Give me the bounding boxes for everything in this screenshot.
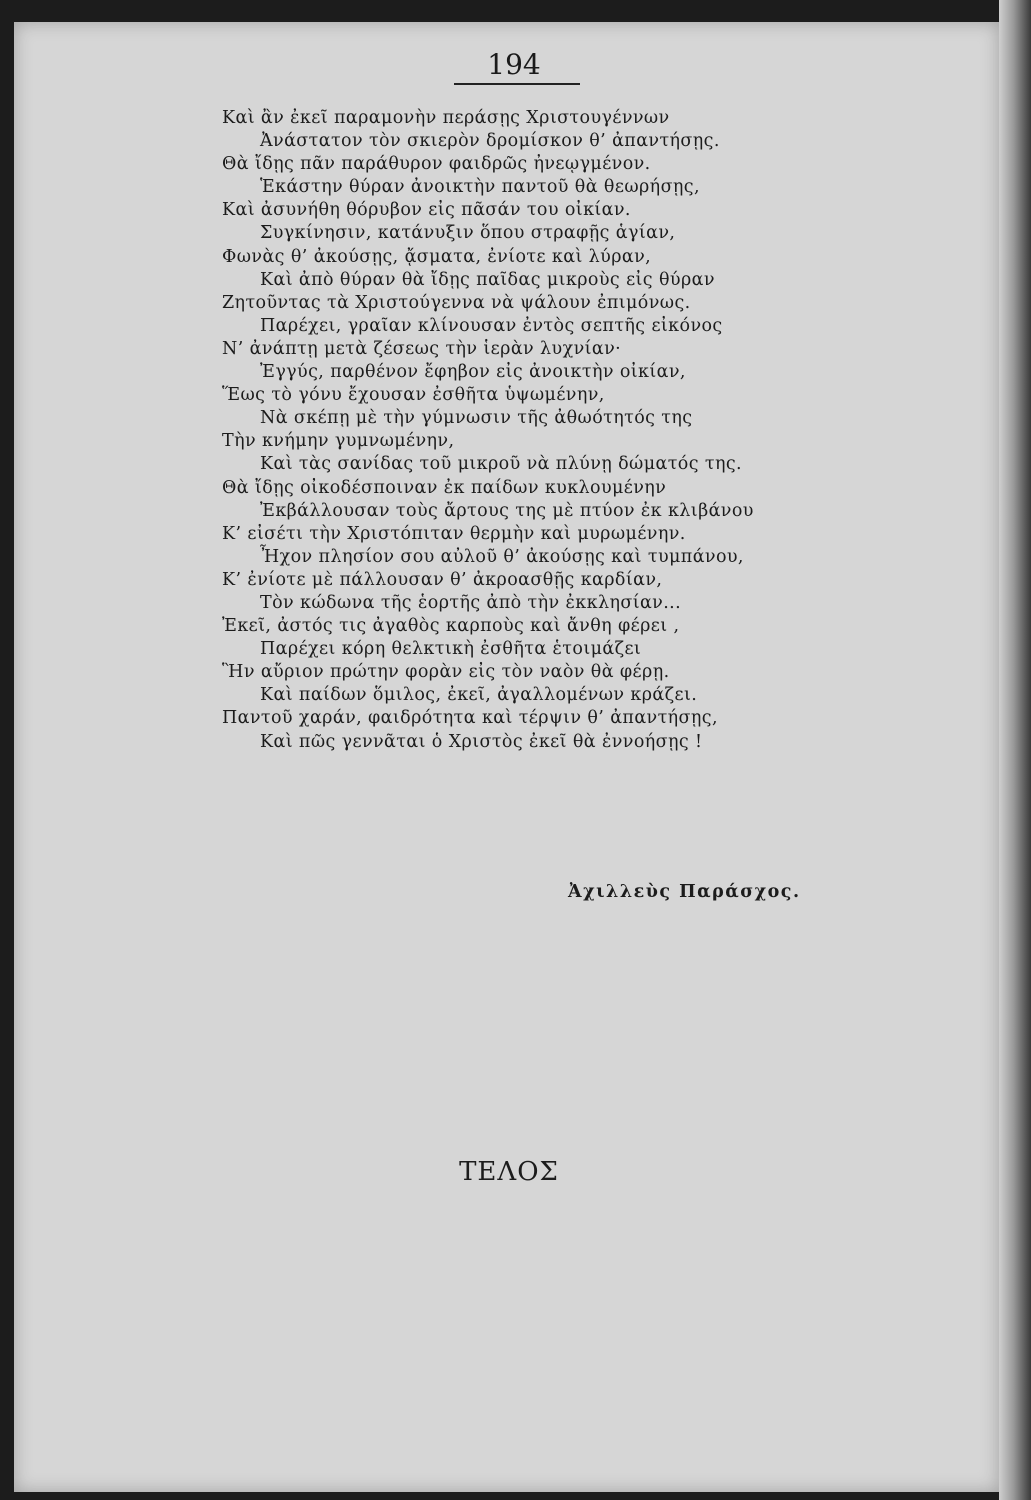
- poem-line: Φωνὰς θ’ ἀκούσῃς, ᾄσματα, ἐνίοτε καὶ λύραν,: [222, 246, 652, 267]
- poem-line: Ἀνάστατον τὸν σκιερὸν δρομίσκον θ’ ἀπαντήσῃς.: [260, 131, 720, 152]
- poem-line: Ἐκεῖ, ἀστός τις ἀγαθὸς καρποὺς καὶ ἄνθη φέρει ,: [222, 616, 680, 637]
- poem-line: Θὰ ἴδῃς οἰκοδέσποιναν ἐκ παίδων κυκλουμένην: [222, 477, 667, 498]
- poem-line: Συγκίνησιν, κατάνυξιν ὅπου στραφῇς ἁγίαν,: [260, 223, 676, 244]
- poem-line: Καὶ ἀσυνήθη θόρυβον εἰς πᾶσάν του οἰκίαν.: [222, 200, 631, 221]
- poem-line: Ἐγγύς, παρθένον ἔφηβον εἰς ἀνοικτὴν οἰκίαν,: [260, 362, 686, 383]
- poem-line: Καὶ ἂν ἐκεῖ παραμονὴν περάσῃς Χριστουγέννων: [222, 108, 670, 128]
- poem-line: Κ’ ἐνίοτε μὲ πάλλουσαν θ’ ἀκροασθῇς καρδίαν,: [222, 569, 663, 590]
- poem: [222, 107, 862, 754]
- poem-line: Παρέχει, γραῖαν κλίνουσαν ἐντὸς σεπτῆς εἰκόνος: [260, 315, 723, 336]
- poem-line: Τὴν κνήμην γυμνωμένην,: [222, 431, 455, 452]
- poem-line: Ν’ ἀνάπτῃ μετὰ ζέσεως τὴν ἱερὰν λυχνίαν·: [222, 338, 622, 359]
- poem-line: Θὰ ἴδῃς πᾶν παράθυρον φαιδρῶς ἠνεῳγμένον.: [222, 154, 651, 175]
- poem-line: Καὶ παίδων ὅμιλος, ἐκεῖ, ἀγαλλομένων κράζει.: [260, 685, 698, 706]
- poem-line: Ζητοῦντας τὰ Χριστούγεννα νὰ ψάλουν ἐπιμόνως.: [222, 292, 691, 313]
- header-rule: [454, 83, 580, 85]
- poem-line: Νὰ σκέπῃ μὲ τὴν γύμνωσιν τῆς ἀθωότητός της: [260, 408, 693, 429]
- poem-line: Ἦχον πλησίον σου αὐλοῦ θ’ ἀκούσῃς καὶ τυμπάνου,: [260, 546, 744, 567]
- poem-line: Κ’ εἰσέτι τὴν Χριστόπιταν θερμὴν καὶ μυρωμένην.: [222, 523, 686, 544]
- poem-line: Παντοῦ χαράν, φαιδρότητα καὶ τέρψιν θ’ ἀπαντήσῃς,: [222, 708, 718, 729]
- page-number: 194: [487, 48, 541, 81]
- poem-line: Ἑκάστην θύραν ἀνοικτὴν παντοῦ θὰ θεωρήσῃς,: [260, 177, 700, 198]
- poem-line: Ἕως τὸ γόνυ ἔχουσαν ἐσθῆτα ὑψωμένην,: [222, 385, 605, 406]
- poem-line: Παρέχει κόρη θελκτικὴ ἐσθῆτα ἑτοιμάζει: [260, 639, 642, 660]
- poem-line: Καὶ πῶς γεννᾶται ὁ Χριστὸς ἐκεῖ θὰ ἐννοήσῃς !: [260, 731, 703, 752]
- poem-line: Καὶ τὰς σανίδας τοῦ μικροῦ νὰ πλύνῃ δώματός της.: [260, 454, 743, 475]
- poem-line: Ἐκβάλλουσαν τοὺς ἄρτους της μὲ πτύον ἐκ κλιβάνου: [260, 500, 754, 521]
- author-signature: Ἀχιλλεὺς Παράσχος.: [568, 882, 801, 902]
- book-page: [14, 22, 999, 1492]
- end-mark: ΤΕΛΟΣ: [459, 1157, 559, 1187]
- book-spine-shadow: [999, 0, 1031, 1500]
- poem-line: Καὶ ἀπὸ θύραν θὰ ἴδῃς παῖδας μικροὺς εἰς θύραν: [260, 269, 715, 290]
- poem-line: Τὸν κώδωνα τῆς ἑορτῆς ἀπὸ τὴν ἐκκλησίαν...: [260, 592, 682, 613]
- poem-line: Ἣν αὔριον πρώτην φορὰν εἰς τὸν ναὸν θὰ φέρῃ.: [222, 662, 670, 683]
